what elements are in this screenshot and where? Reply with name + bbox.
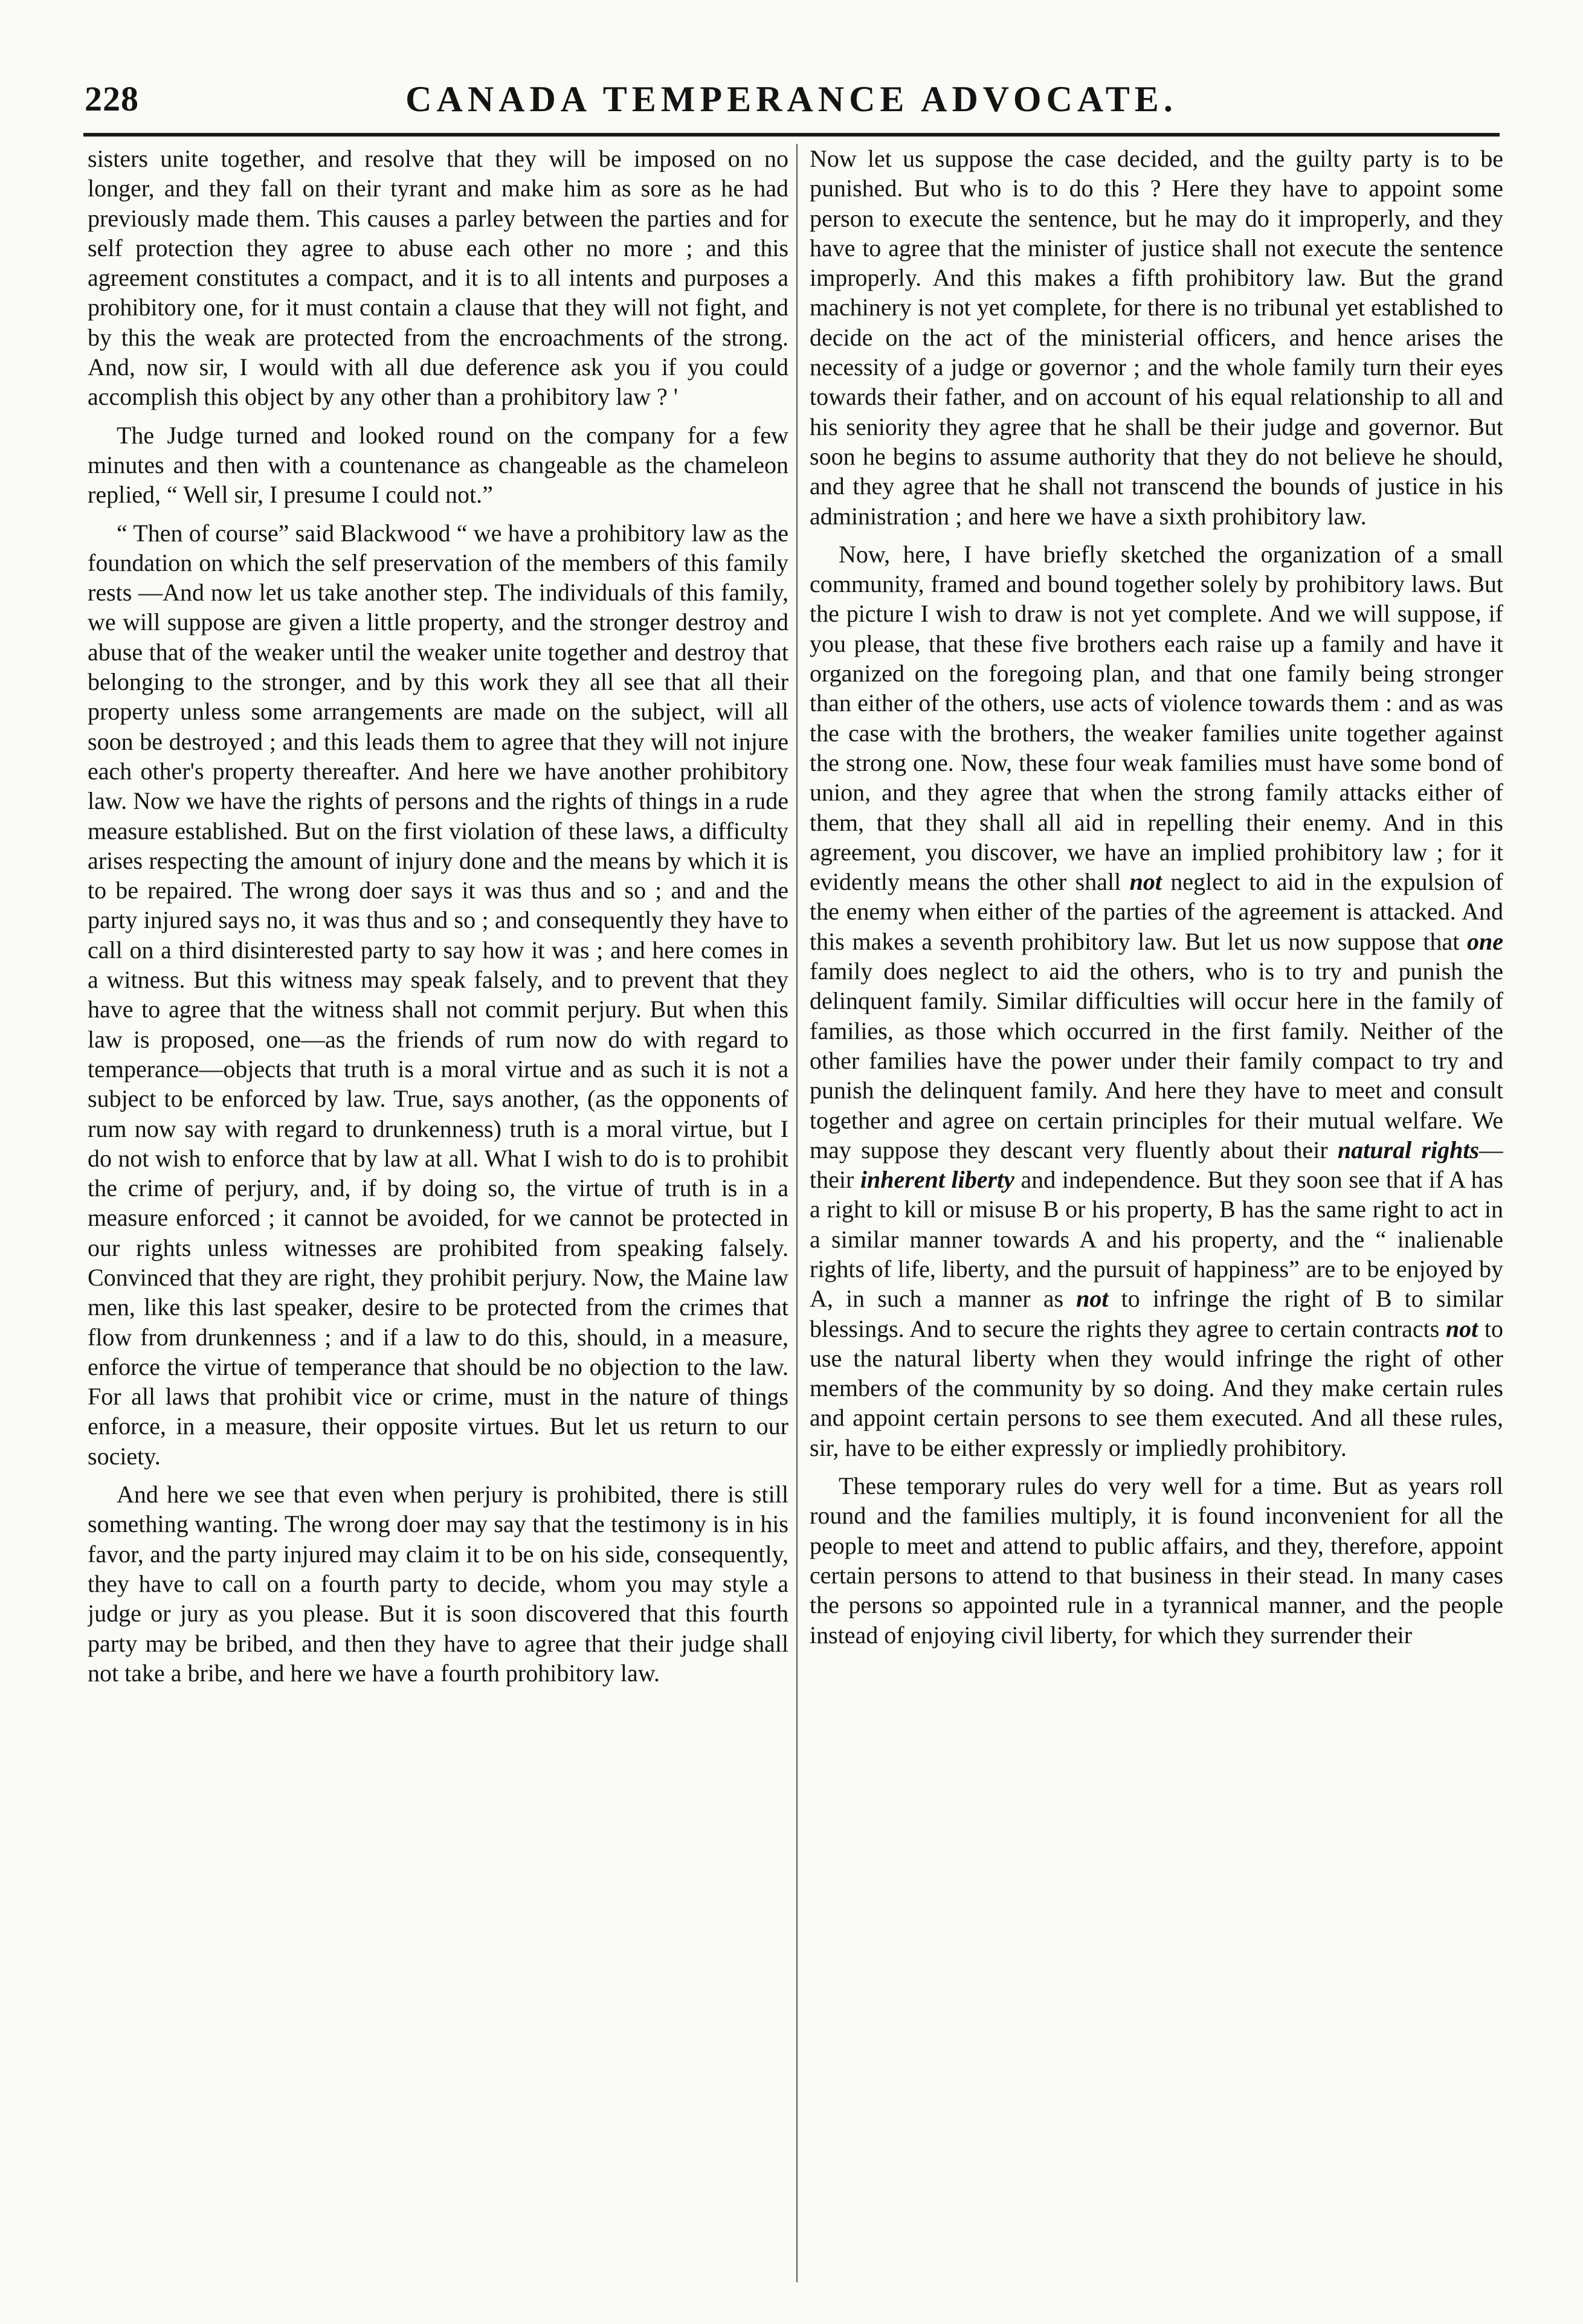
paragraph: Now let us suppose the case decided, and the guilty party is to be punished. But who is to do this ? Here they have to appoint some person to execute the sentence, but he may do it improperly, and they have to agree that the minister of justice shall not execute the sentence improperly. And this makes a fifth prohibitory law. But the grand machinery is not yet complete, for there is no tribunal yet established to decide on the act of the ministerial officers, and hence arises the necessity of a judge or governor ; and the whole family turn their eyes towards their father, and on account of his equal relationship to all and his seniority they agree that he shall be their judge and governor. But soon he begins to assume authority that they do not believe he should, and they agree that he shall not transcend the bounds of justice in his administration ; and here we have a sixth prohibitory law.	[810, 145, 1503, 530]
paragraph: And here we see that even when perjury is prohibited, there is still something wanting. The wrong doer may say that the testimony is in his favor, and the party injured may claim it to be on his side, consequently, they have to call on a fourth party to decide, whom you may style a judge or jury as you please. But it is soon discovered that this fourth party may be bribed, and then they have to agree that their judge shall not take a bribe, and here we have a fourth prohibitory law.	[88, 1481, 788, 1687]
page-header	[85, 79, 1498, 127]
column-divider	[796, 144, 798, 2282]
paragraph: The Judge turned and looked round on the company for a few minutes and then with a countenance as changeable as the chameleon replied, “ Well sir, I presume I could not.”	[88, 421, 788, 509]
page-number: 228	[85, 79, 139, 118]
paragraph: These temporary rules do very well for a time. But as years roll round and the families multiply, it is found inconvenient for all the people to meet and attend to public affairs, and they, therefore, appoint certain persons to attend to that business in their stead. In many cases the persons so appointed rule in a tyrannical manner, and the people instead of enjoying civil liberty, for which they surrender their	[810, 1472, 1503, 1649]
running-title: CANADA TEMPERANCE ADVOCATE.	[405, 79, 1178, 119]
left-column	[88, 144, 788, 2282]
right-column	[810, 144, 1503, 2282]
paragraph: sisters unite together, and resolve that they will be imposed on no longer, and they fall on their tyrant and make him as sore as he had previously made them. This causes a parley between the parties and for self protection they agree to abuse each other no more ; and this agreement constitutes a compact, and it is to all intents and purposes a prohibitory one, for it must contain a clause that they will not fight, and by this the weak are protected from the encroachments of the strong. And, now sir, I would with all due deference ask you if you could accomplish this object by any other than a prohibitory law ? '	[88, 145, 788, 411]
paragraph: “ Then of course” said Blackwood “ we have a prohibitory law as the foundation on which the self preservation of the members of this family rests —And now let us take another step. The individuals of this family, we will suppose are given a little property, and the stronger destroy and abuse that of the weaker until the weaker unite together and destroy that belonging to the stronger, and by this work they all see that all their property unless some arrangements are made on the subject, will all soon be destroyed ; and this leads them to agree that they will not injure each other's property thereafter. And here we have another prohibitory law. Now we have the rights of persons and the rights of things in a rude measure established. But on the first violation of these laws, a difficulty arises respecting the amount of injury done and the means by which it is to be repaired. The wrong doer says it was thus and so ; and and the party injured says no, it was thus and so ; and consequently they have to call on a third disinterested party to say how it was ; and here comes in a witness. But this witness may speak falsely, and to prevent that they have to agree that the witness shall not commit perjury. But when this law is proposed, one—as the friends of rum now do with regard to temperance—objects that truth is a moral virtue and as such it is not a subject to be enforced by law. True, says another, (as the opponents of rum now say with regard to drunkenness) truth is a moral virtue, but I do not wish to enforce that by law at all. What I wish to do is to prohibit the crime of perjury, and, if by doing so, the virtue of truth is in a measure enforced ; it cannot be avoided, for we cannot be protected in our rights unless witnesses are prohibited from speaking falsely. Convinced that they are right, they prohibit perjury. Now, the Maine law men, like this last speaker, desire to be protected from the crimes that flow from drunkenness ; and if a law to do this, should, in a measure, enforce the virtue of temperance that should be no objection to the law. For all laws that prohibit vice or crime, must in the nature of things enforce, in a measure, their opposite virtues. But let us return to our society.	[88, 519, 788, 1470]
paragraph: Now, here, I have briefly sketched the organization of a small community, framed and bound together solely by prohibitory laws. But the picture I wish to draw is not yet complete. And we will suppose, if you please, that these five brothers each raise up a family and have it organized on the foregoing plan, and that one family being stronger than either of the others, use acts of violence towards them : and as was the case with the brothers, the weaker families unite together against the strong one. Now, these four weak families must have some bond of union, and they agree that when the strong family attacks either of them, that they shall all aid in repelling their enemy. And in this agreement, you discover, we have an implied prohibitory law ; for it evidently means the other shall not neglect to aid in the expulsion of the enemy when either of the parties of the agreement is attacked. And this makes a seventh prohibitory law. But let us now suppose that one family does neglect to aid the others, who is to try and punish the delinquent family. Similar difficulties will occur here in the family of families, as those which occurred in the first family. Neither of the other families have the power under their family compact to try and punish the delinquent family. And here they have to meet and consult together and agree on certain principles for their mutual welfare. We may suppose they descant very fluently about their natural rights—their inherent liberty and independence. But they soon see that if A has a right to kill or misuse B or his property, B has the same right to act in a similar manner towards A and his property, and the “ inalienable rights of life, liberty, and the pursuit of happiness” are to be enjoyed by A, in such a manner as not to infringe the right of B to similar blessings. And to secure the rights they agree to certain contracts not to use the natural liberty when they would infringe the right of other members of the community by so doing. And they make certain rules and appoint certain persons to see them executed. And all these rules, sir, have to be either expressly or impliedly prohibitory.	[810, 540, 1503, 1461]
header-rule	[83, 133, 1500, 137]
